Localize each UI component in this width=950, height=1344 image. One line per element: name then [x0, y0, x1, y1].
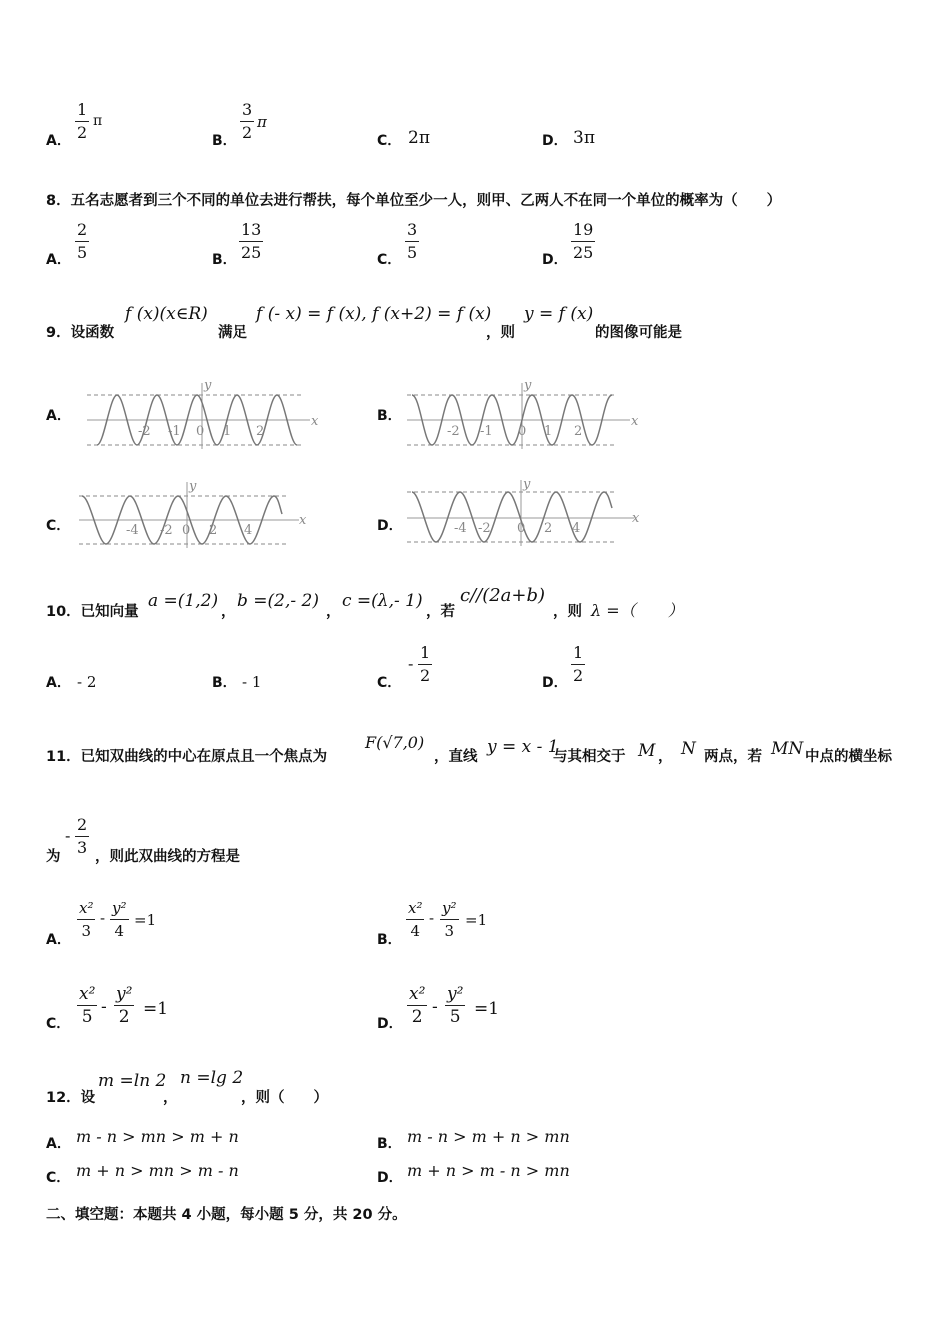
q7-option-a-fraction — [75, 100, 89, 143]
q9-graph-d — [402, 478, 647, 550]
q10-c-den: 2 — [420, 666, 431, 685]
q10-vector-c: c =(λ,- 1) — [342, 591, 423, 611]
q8-c-num: 3 — [407, 220, 418, 239]
q8-a-den: 5 — [77, 243, 88, 262]
y-label: y — [523, 478, 531, 492]
q11-sign: - — [65, 826, 71, 845]
q8-option-b-fraction — [239, 220, 263, 263]
q7-a-pi: π — [93, 113, 103, 129]
q7-option-b-label: B． — [212, 133, 237, 149]
q12-c-expr: m + n > mn > m - n — [76, 1161, 239, 1180]
q10-c-num: 1 — [420, 643, 431, 662]
q12-suffix: ，则（ ） — [241, 1090, 328, 1106]
q11-focus: F(√7,0) — [365, 733, 425, 752]
q9-graph-b — [402, 375, 647, 450]
q11-d-x: x² — [409, 984, 426, 1004]
q11-a-x-frac — [77, 898, 95, 941]
q11-b-eq: =1 — [465, 911, 488, 929]
q10-option-c-fraction — [418, 643, 432, 686]
q7-c-expr: 2π — [408, 128, 430, 148]
tick: 1 — [223, 424, 232, 439]
q9-option-a-label: A． — [46, 408, 71, 424]
tick: 2 — [574, 424, 583, 439]
q8-stem: 8．五名志愿者到三个不同的单位去进行帮扶，每个单位至少一人，则甲、乙两人不在同一个单位的概率为（ ） — [46, 193, 782, 209]
q12-n: n =lg 2 — [180, 1068, 244, 1088]
q8-option-d-fraction — [571, 220, 595, 263]
q7-b-den: 2 — [242, 123, 253, 142]
q11-MN: MN — [771, 739, 804, 759]
tick: -4 — [454, 521, 467, 536]
q10-sep: ， — [221, 604, 236, 620]
x-label: x — [311, 414, 319, 429]
tick: -2 — [447, 424, 460, 439]
q11-b-x: x² — [408, 899, 423, 917]
q8-option-a-fraction — [75, 220, 89, 263]
tick: 0 — [196, 424, 205, 439]
tick: -1 — [168, 424, 181, 439]
q12-option-a-label: A． — [46, 1136, 71, 1152]
q12-m: m =ln 2 — [98, 1071, 167, 1091]
q11-N: N — [681, 739, 696, 759]
q12-option-d-label: D． — [377, 1170, 403, 1186]
q7-option-c-label: C． — [377, 133, 402, 149]
q11-a-xd: 3 — [81, 922, 92, 940]
q11-t2: ，直线 — [434, 749, 478, 765]
tick: -4 — [126, 523, 139, 538]
q8-option-a-label: A． — [46, 252, 71, 268]
q11-a-x: x² — [79, 899, 94, 917]
q11-a-yd: 4 — [114, 922, 125, 940]
q11-fraction — [75, 815, 89, 858]
q8-d-num: 19 — [573, 220, 594, 239]
q10-ruo: ，若 — [426, 604, 455, 620]
y-label: y — [189, 479, 197, 494]
q11-d-eq: =1 — [474, 999, 500, 1019]
q10-c-sign: - — [408, 654, 414, 673]
q11-option-d-label: D． — [377, 1016, 403, 1032]
q11-a-y-frac — [110, 898, 129, 941]
tick: 0 — [518, 424, 527, 439]
q9-func: f (x)(x∈R) — [125, 304, 208, 324]
tick: 2 — [256, 424, 265, 439]
q12-d-expr: m + n > m - n > mn — [407, 1161, 570, 1180]
tick: 1 — [544, 424, 553, 439]
q10-option-b-label: B． — [212, 675, 237, 691]
q7-option-b-fraction — [240, 100, 254, 143]
q11-b-x-frac — [406, 898, 424, 941]
q11-c-x-frac — [77, 984, 97, 1027]
q11-t4: ， — [658, 749, 673, 765]
q10-d-num: 1 — [573, 643, 584, 662]
tick: -1 — [480, 424, 493, 439]
q10-prefix: 10．已知向量 — [46, 604, 139, 620]
q10-vector-a: a =(1,2) — [148, 591, 219, 611]
y-label: y — [204, 378, 212, 393]
q9-condition: f (- x) = f (x), f (x+2) = f (x) — [256, 304, 492, 324]
q9-prefix: 9．设函数 — [46, 325, 115, 341]
q12-option-c-label: C． — [46, 1170, 71, 1186]
q7-b-pi: π — [257, 113, 267, 131]
q10-lambda: λ =（ ） — [591, 601, 684, 620]
q11-c-x: x² — [79, 984, 96, 1004]
q9-option-d-label: D． — [377, 518, 403, 534]
q10-a-expr: - 2 — [77, 673, 97, 691]
y-label: y — [524, 378, 532, 393]
q11-prefix: 11．已知双曲线的中心在原点且一个焦点为 — [46, 749, 328, 765]
q11-d-xd: 2 — [411, 1007, 423, 1027]
q11-b-xd: 4 — [410, 922, 421, 940]
q8-d-den: 25 — [573, 243, 594, 262]
x-label: x — [632, 511, 640, 526]
q11-b-y: y² — [442, 899, 457, 917]
q11-wei: 为 — [46, 849, 61, 865]
q12-sep: ， — [163, 1090, 178, 1106]
curve — [412, 492, 612, 542]
q10-parallel: c//(2a+b) — [460, 585, 546, 606]
q11-t7: ，则此双曲线的方程是 — [95, 849, 240, 865]
q11-line: y = x - 1 — [487, 737, 559, 757]
q9-yfx: y = f (x) — [524, 304, 594, 324]
q11-d-y: y² — [447, 984, 464, 1004]
q11-c-minus: - — [101, 997, 107, 1017]
q11-c-y: y² — [116, 984, 133, 1004]
q8-option-b-label: B． — [212, 252, 237, 268]
q9-suffix: 的图像可能是 — [595, 325, 682, 341]
q11-c-eq: =1 — [143, 999, 169, 1019]
q11-d-yd: 5 — [449, 1007, 461, 1027]
q10-option-a-label: A． — [46, 675, 71, 691]
q7-b-num: 3 — [242, 100, 253, 119]
q12-a-expr: m - n > mn > m + n — [76, 1127, 239, 1146]
q10-d-den: 2 — [573, 666, 584, 685]
q11-a-minus: - — [100, 909, 106, 927]
q11-t3: 与其相交于 — [553, 749, 626, 765]
q11-a-eq: =1 — [134, 911, 157, 929]
q8-c-den: 5 — [407, 243, 418, 262]
q11-num: 2 — [77, 815, 88, 834]
q7-a-den: 2 — [77, 123, 88, 142]
q8-b-den: 25 — [241, 243, 262, 262]
q11-c-xd: 5 — [81, 1007, 93, 1027]
q9-mid: 满足 — [218, 325, 247, 341]
q10-vector-b: b =(2,- 2) — [237, 591, 319, 611]
q8-option-c-fraction — [405, 220, 419, 263]
q7-option-a-label: A． — [46, 133, 71, 149]
tick: 0 — [517, 521, 526, 536]
tick: 2 — [544, 521, 553, 536]
q11-d-x-frac — [407, 984, 427, 1027]
q11-t6: 中点的横坐标 — [805, 749, 892, 765]
q11-den: 3 — [77, 838, 88, 857]
q8-option-c-label: C． — [377, 252, 402, 268]
q9-option-b-label: B． — [377, 408, 402, 424]
q11-b-minus: - — [429, 909, 435, 927]
q9-mid2: ，则 — [486, 325, 515, 341]
tick: -2 — [478, 521, 491, 536]
q7-option-d-label: D． — [542, 133, 568, 149]
q10-option-d-fraction — [571, 643, 585, 686]
q9-option-c-label: C． — [46, 518, 71, 534]
tick: 2 — [209, 523, 218, 538]
q8-a-num: 2 — [77, 220, 88, 239]
section-heading: 二、填空题：本题共 4 小题，每小题 5 分，共 20 分。 — [46, 1207, 407, 1223]
q11-d-minus: - — [432, 997, 438, 1017]
x-label: x — [299, 513, 307, 528]
q11-option-a-label: A． — [46, 932, 71, 948]
q10-ze: ，则 — [553, 604, 582, 620]
q8-option-d-label: D． — [542, 252, 568, 268]
q10-option-d-label: D． — [542, 675, 568, 691]
x-label: x — [631, 414, 639, 429]
q11-option-c-label: C． — [46, 1016, 71, 1032]
q8-b-num: 13 — [241, 220, 262, 239]
q10-sep: ， — [326, 604, 341, 620]
q12-option-b-label: B． — [377, 1136, 402, 1152]
q11-a-y: y² — [112, 899, 127, 917]
q7-a-num: 1 — [77, 100, 88, 119]
q7-d-expr: 3π — [573, 128, 595, 148]
q11-option-b-label: B． — [377, 932, 402, 948]
q10-b-expr: - 1 — [242, 673, 262, 691]
q10-option-c-label: C． — [377, 675, 402, 691]
q11-b-yd: 3 — [444, 922, 455, 940]
q11-b-y-frac — [440, 898, 459, 941]
q12-prefix: 12．设 — [46, 1090, 96, 1106]
tick: -2 — [138, 424, 151, 439]
q11-d-y-frac — [445, 984, 465, 1027]
q11-c-y-frac — [114, 984, 134, 1027]
tick: 0 — [182, 523, 191, 538]
q12-b-expr: m - n > m + n > mn — [407, 1127, 570, 1146]
q11-t5: 两点，若 — [704, 749, 762, 765]
tick: -2 — [160, 523, 173, 538]
q11-M: M — [638, 741, 656, 761]
q11-c-yd: 2 — [118, 1007, 130, 1027]
q9-graph-a — [82, 375, 322, 450]
tick: 4 — [244, 523, 253, 538]
q9-graph-c — [74, 478, 314, 550]
tick: 4 — [572, 521, 581, 536]
